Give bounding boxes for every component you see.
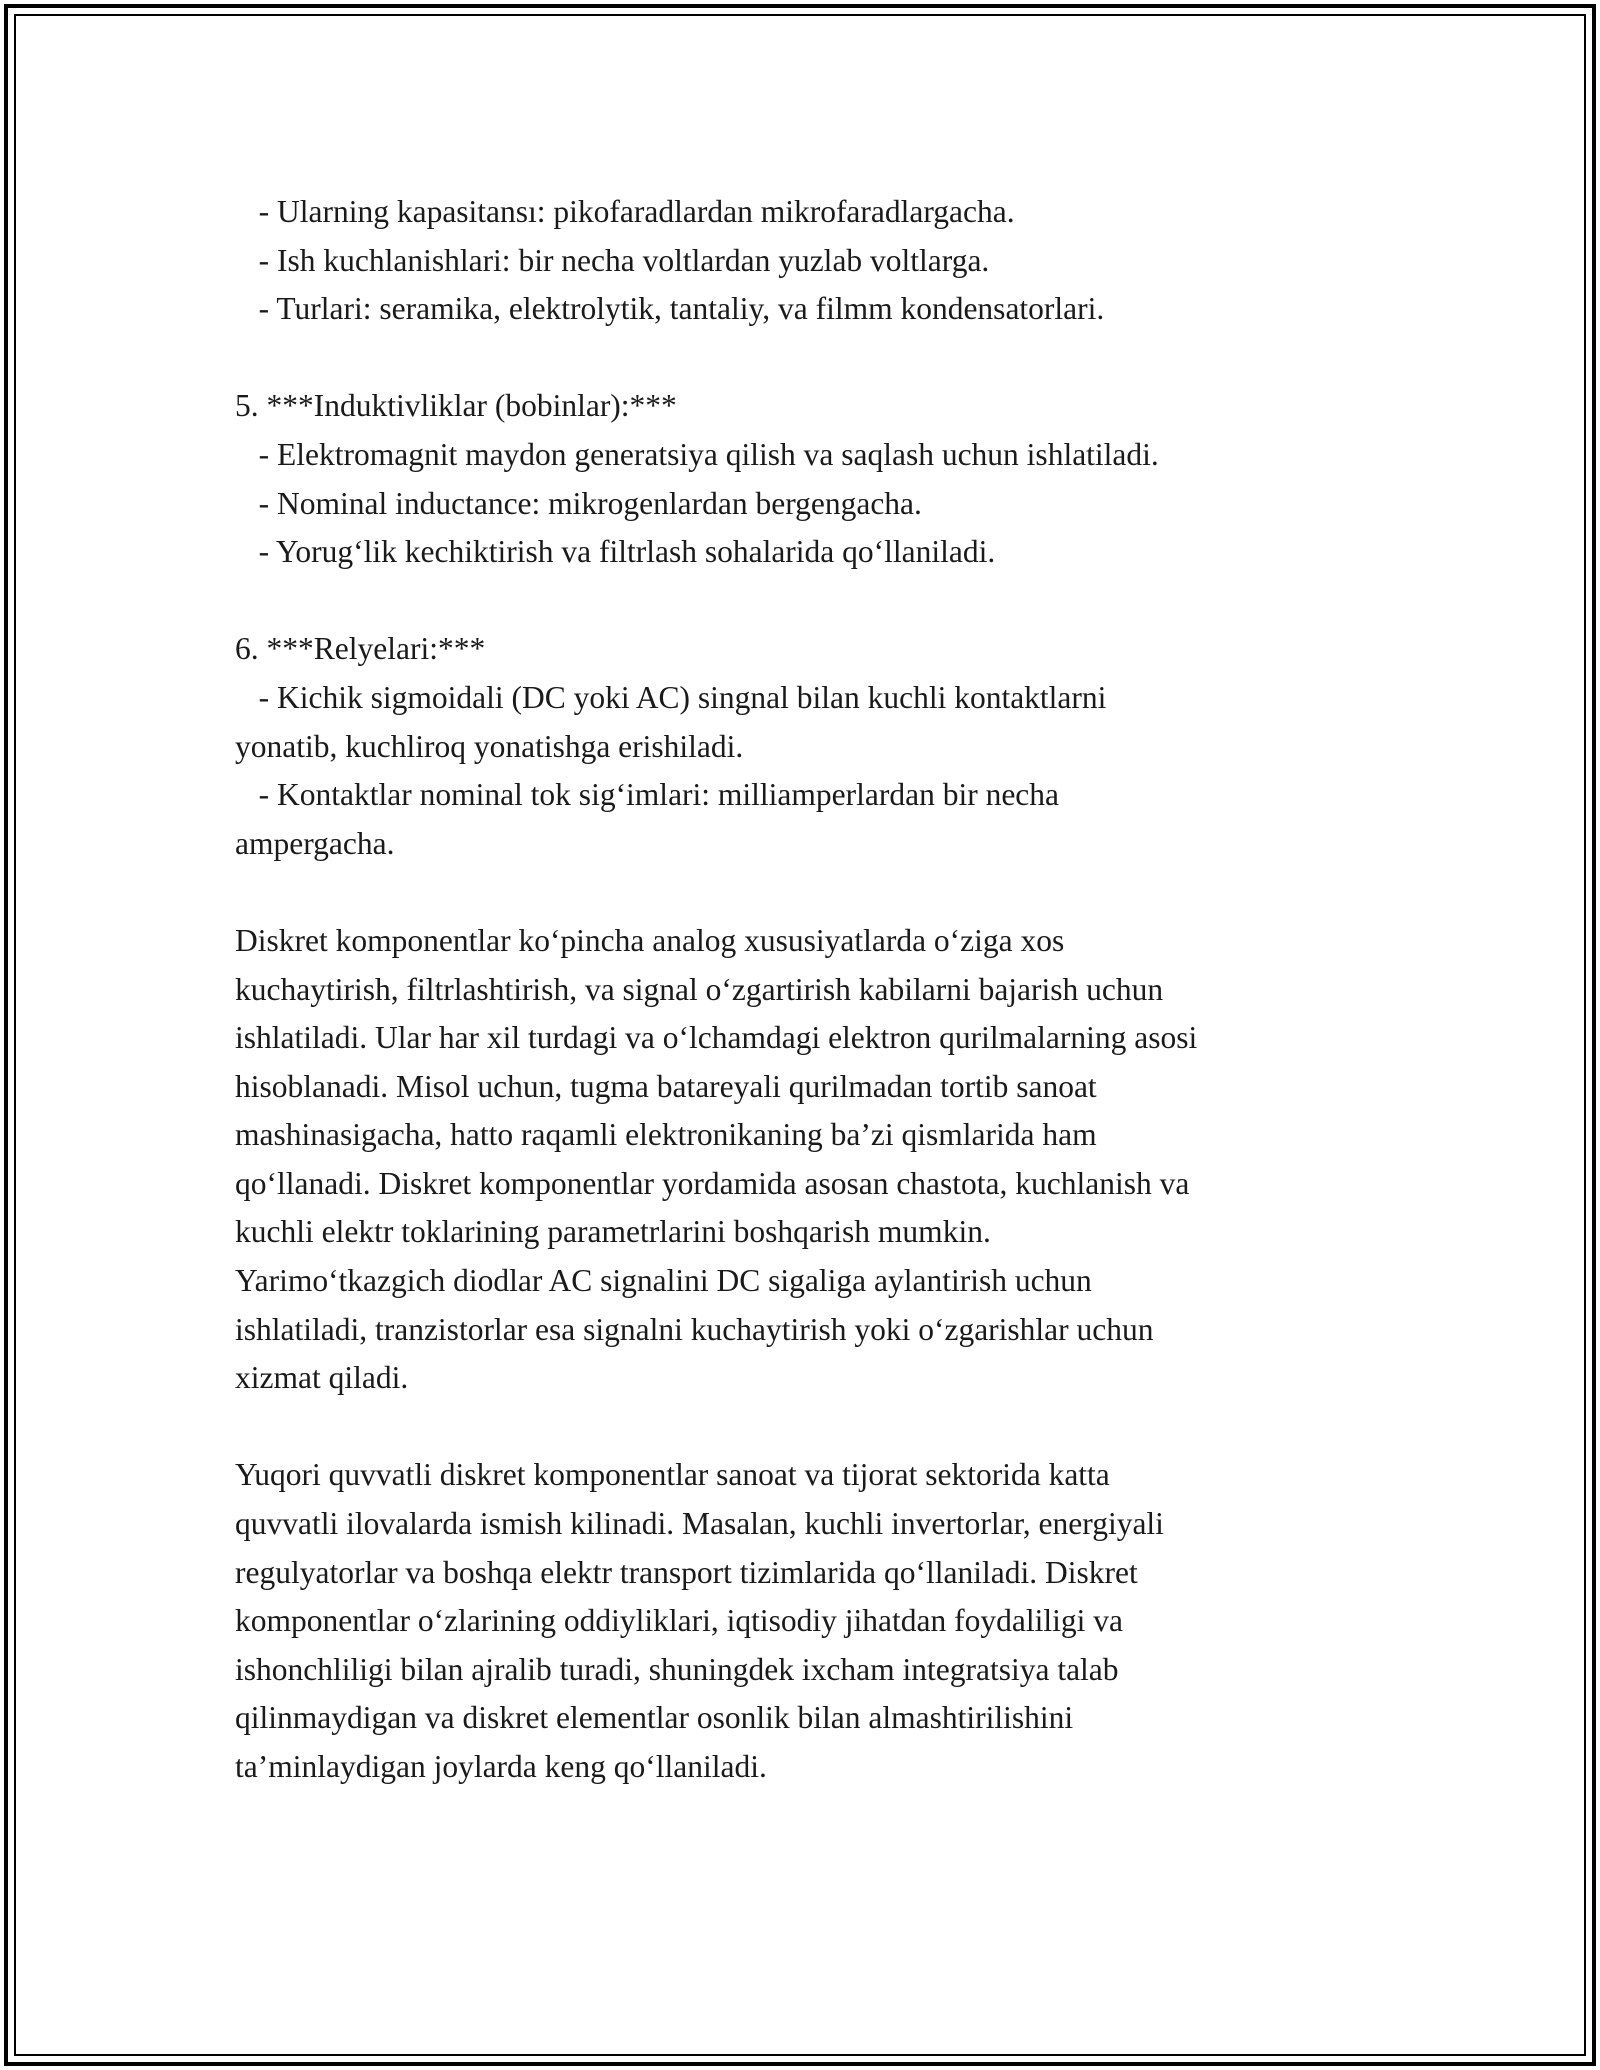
relay-bullet-1: - Kichik sigmoidali (DC yoki AC) singnal bilan kuchli kontaktlarni yonatib, kuchliroq yonatishga erishiladi. [235, 679, 1107, 764]
section-5-heading: 5. ***Induktivliklar (bobinlar):*** [235, 388, 677, 424]
paragraph-high-power: Yuqori quvvatli diskret komponentlar sanoat va tijorat sektorida katta quvvatli ilovalarda ismish kilinadi. Masalan, kuchli invertorlar, energiyali regulyatorlar va boshqa elektr transport tizimlarida qo‘llaniladi. Diskret komponentlar o‘zlarining oddiyliklari, iqtisodiy jihatdan foydaliligi va ishonchliligi bilan ajralib turadi, shuningdek ixcham integratsiya talab qilinmaydigan va diskret elementlar osonlik bilan almashtirilishini ta’minlaydigan joylarda keng qo‘llaniladi. [235, 1457, 1164, 1784]
capacitor-bullet-2: - Ish kuchlanishlari: bir necha voltlardan yuzlab voltlarga. [235, 242, 990, 278]
document-body [235, 188, 1365, 1792]
capacitor-bullet-3: - Turlari: seramika, elektrolytik, tantaliy, va filmm kondensatorlari. [235, 291, 1105, 327]
spacer [235, 577, 1365, 626]
inductor-bullet-1: - Elektromagnit maydon generatsiya qilish va saqlash uchun ishlatiladi. [235, 436, 1159, 472]
paragraph-discrete-components: Diskret komponentlar ko‘pincha analog xususiyatlarda o‘ziga xos kuchaytirish, filtrlashtirish, va signal o‘zgartirish kabilarni bajarish uchun ishlatiladi. Ular har xil turdagi va o‘lchamdagi elektron qurilmalarning asosi hisoblanadi. Misol uchun, tugma batareyali qurilmadan tortib sanoat mashinasigacha, hatto raqamli elektronikaning ba’zi qismlarida ham qo‘llanadi. Diskret komponentlar yordamida asosan chastota, kuchlanish va kuchli elektr toklarining parametrlarini boshqarish mumkin. Yarimo‘tkazgich diodlar AC signalini DC sigaliga aylantirish uchun ishlatiladi, tranzistorlar esa signalni kuchaytirish yoki o‘zgarishlar uchun xizmat qiladi. [235, 922, 1198, 1396]
spacer [235, 1403, 1365, 1452]
capacitor-bullet-1: - Ularning kapasitansı: pikofaradlardan mikrofaradlargacha. [235, 194, 1015, 229]
spacer [235, 868, 1365, 917]
relay-bullet-2: - Kontaktlar nominal tok sig‘imlari: milliamperlardan bir necha ampergacha. [235, 777, 1060, 861]
inductor-bullet-2: - Nominal inductance: mikrogenlardan bergengacha. [235, 485, 922, 521]
inductor-bullet-3: - Yorug‘lik kechiktirish va filtrlash sohalarida qo‘llaniladi. [235, 534, 996, 570]
spacer [235, 334, 1365, 383]
section-6-heading: 6. ***Relyelari:*** [235, 631, 486, 667]
